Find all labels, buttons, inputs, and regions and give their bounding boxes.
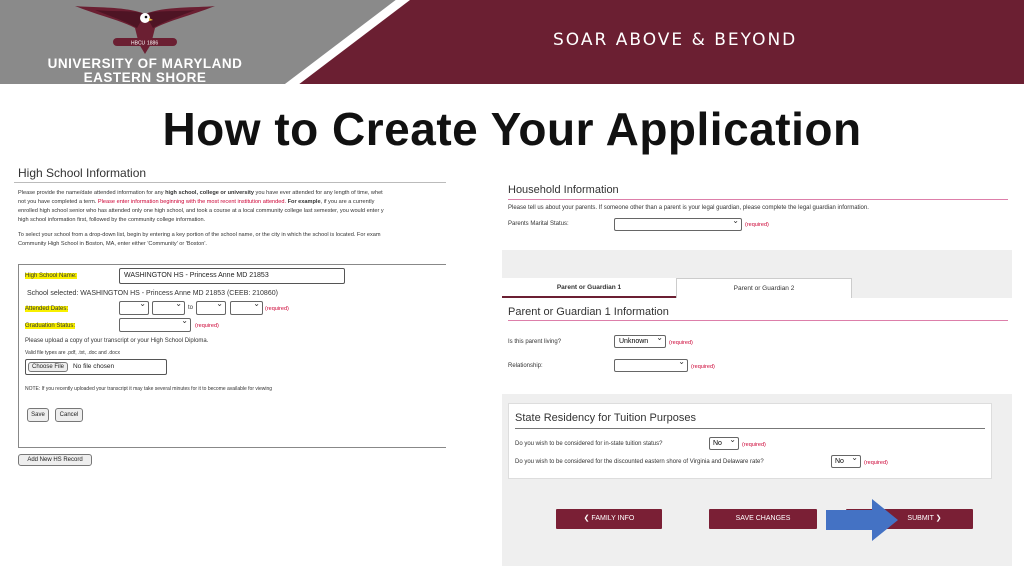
household-title: Household Information xyxy=(508,184,619,196)
no-file-text: No file chosen xyxy=(72,363,115,370)
living-required: (required) xyxy=(669,340,693,346)
parent-info-title: Parent or Guardian 1 Information xyxy=(508,306,669,318)
divider xyxy=(508,199,1008,200)
upload-note: NOTE: If you recently uploaded your transcript it may take several minutes for it to become available for viewing xyxy=(25,386,273,392)
add-new-hs-record-button[interactable]: Add New HS Record xyxy=(18,454,92,466)
graduation-status-select[interactable] xyxy=(119,318,191,332)
graduation-required: (required) xyxy=(195,323,219,329)
hawk-logo-icon xyxy=(65,4,225,56)
in-state-required: (required) xyxy=(742,442,766,448)
marital-status-select[interactable] xyxy=(614,218,742,231)
eastern-shore-question: Do you wish to be considered for the discounted eastern shore of Virginia and Delaware rate? xyxy=(515,459,764,465)
school-form-box xyxy=(18,264,446,448)
file-upload-field[interactable] xyxy=(25,359,167,375)
divider xyxy=(14,182,446,183)
guardian-tabs xyxy=(502,278,1012,298)
marital-status-label: Parents Marital Status: xyxy=(508,221,569,227)
logo-badge-left: HBCU xyxy=(131,40,146,47)
logo-text-line1: UNIVERSITY OF MARYLAND xyxy=(47,56,243,71)
save-button[interactable]: Save xyxy=(27,408,49,422)
state-residency-panel xyxy=(508,403,992,479)
high-school-title: High School Information xyxy=(18,166,147,180)
eastern-shore-select[interactable]: No ⌄ xyxy=(831,455,861,468)
eastern-shore-required: (required) xyxy=(864,460,888,466)
school-name-input[interactable]: WASHINGTON HS - Princess Anne MD 21853 xyxy=(119,268,345,284)
high-school-panel xyxy=(14,158,446,474)
in-state-question: Do you wish to be considered for in-state tuition status? xyxy=(515,441,663,447)
attended-from-year-select[interactable] xyxy=(152,301,185,315)
attended-required: (required) xyxy=(265,306,289,312)
household-intro: Please tell us about your parents. If someone other than a parent is your legal guardian, please complete the legal guardian information. xyxy=(508,205,869,211)
intro-line-4: high school information first, followed by the community college information. xyxy=(18,217,206,223)
divider xyxy=(515,428,985,429)
to-label: to xyxy=(188,305,194,311)
attended-dates-label: Attended Dates: xyxy=(25,306,69,312)
relationship-required: (required) xyxy=(691,364,715,370)
tab-parent-2[interactable]: Parent or Guardian 2 xyxy=(676,278,852,298)
school-name-label: High School Name: xyxy=(25,273,77,279)
choose-file-button[interactable]: Choose File xyxy=(28,362,68,372)
submit-button[interactable]: SUBMIT ❯ xyxy=(846,509,973,529)
intro-line-2: not you have completed a term. Please enter information beginning with the most recent institution attended. For example, if you are a currently xyxy=(18,199,375,205)
right-arrow-icon xyxy=(826,499,898,541)
save-changes-button[interactable]: SAVE CHANGES xyxy=(709,509,817,529)
in-state-select[interactable]: No ⌄ xyxy=(709,437,739,450)
cancel-button[interactable]: Cancel xyxy=(55,408,83,422)
logo-text-line2: EASTERN SHORE xyxy=(83,70,207,85)
parent-info-panel xyxy=(502,298,1012,394)
file-types-note: Valid file types are .pdf, .txt, .doc and .docx xyxy=(25,350,120,356)
intro-line-3: enrolled high school senior who has attended only one high school, and took a course at a local community college last semester, you would enter y xyxy=(18,208,384,214)
marital-required: (required) xyxy=(745,222,769,228)
select-help-line-2: Community High School in Boston, MA, enter either 'Community' or 'Boston'. xyxy=(18,241,207,247)
attended-to-month-select[interactable] xyxy=(196,301,226,315)
umes-logo xyxy=(20,4,270,85)
tagline: SOAR ABOVE & BEYOND xyxy=(553,30,798,50)
tab-parent-1[interactable]: Parent or Guardian 1 xyxy=(502,278,676,298)
household-panel xyxy=(502,174,1012,246)
relationship-select[interactable] xyxy=(614,359,688,372)
graduation-status-label: Graduation Status: xyxy=(25,323,76,329)
parent-living-select[interactable]: Unknown ⌄ xyxy=(614,335,666,348)
school-selected-text: School selected: WASHINGTON HS - Princess Anne MD 21853 (CEEB: 210860) xyxy=(27,290,278,297)
attended-to-year-select[interactable] xyxy=(230,301,263,315)
logo-badge-right: 1886 xyxy=(147,40,159,47)
attended-from-month-select[interactable] xyxy=(119,301,149,315)
relationship-label: Relationship: xyxy=(508,363,543,369)
parent-living-label: Is this parent living? xyxy=(508,339,562,345)
residency-title: State Residency for Tuition Purposes xyxy=(515,412,696,424)
divider xyxy=(508,320,1008,321)
upload-instructions: Please upload a copy of your transcript or your High School Diploma. xyxy=(25,338,209,344)
select-help-line-1: To select your school from a drop-down list, begin by entering a key portion of the school name, or the city in which the school is located. For exam xyxy=(18,232,381,238)
page-title: How to Create Your Application xyxy=(162,103,862,155)
family-info-button[interactable]: ❮ FAMILY INFO xyxy=(556,509,662,529)
intro-line-1: Please provide the name/date attended information for any high school, college or university you have ever attended for any length of time, whet xyxy=(18,190,383,196)
